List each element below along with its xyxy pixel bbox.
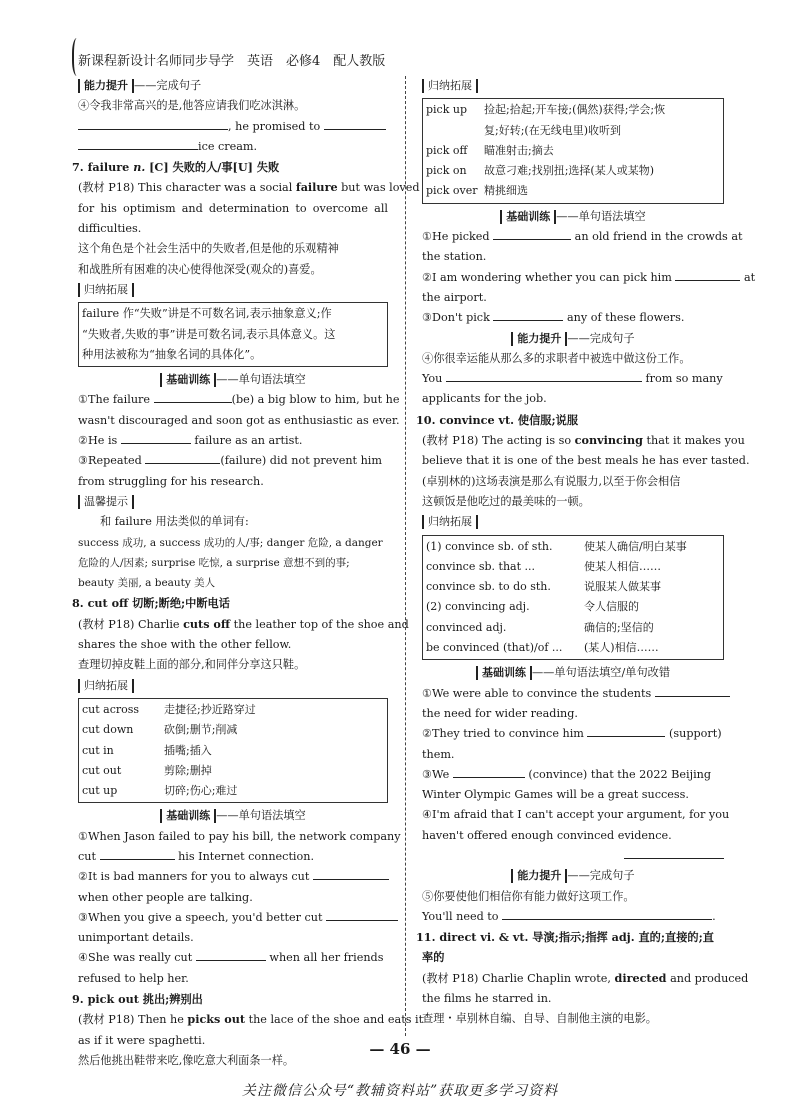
text-line: (教材 P18) This character was a social failure but was loved [78,180,420,195]
text-line: ⑤你要使他们相信你有能力做好这项工作。 [422,889,635,903]
text-line: ④令我非常高兴的是,他答应请我们吃冰淇淋。 [78,99,306,113]
answer-blank[interactable] [145,451,220,464]
section-heading: 基础训练 ——单句语法填空 [78,370,388,390]
text-line: ice cream. [78,137,388,157]
table-row: cut across 走捷径;抄近路穿过 [82,702,256,716]
text-line: believe that it is one of the best meals he has ever tasted. [422,454,750,468]
table-row: 复;好转;(在无线电里)收听到 [484,123,621,137]
entry-heading: 8. cut off 切断;断绝;中断电话 [72,596,230,611]
text-line: 率的 [422,950,445,965]
answer-blank[interactable] [624,846,724,859]
text-line: as if it were spaghetti. [78,1033,206,1047]
text-line: ②They tried to convince him (support) [422,724,724,744]
phrase-table-cut [78,698,388,803]
text-line: 这个角色是个社会生活中的失败者,但是他的乐观精神 [78,242,339,256]
table-row: pick off 瞄准射击;摘去 [426,143,554,157]
table-row: pick up 捡起;拾起;开车接;(偶然)获得;学会;恢 [426,103,666,117]
text-line: for his optimism and determination to overcome all [78,201,388,215]
section-heading: 能力提升 ——完成句子 [422,866,724,886]
phrase-table-convince [422,535,724,661]
text-line: ②It is bad manners for you to always cut [78,867,388,887]
table-row: cut out 剪除;删掉 [82,763,212,777]
text-line: haven't offered enough convinced evidence. [422,828,672,842]
answer-blank[interactable] [324,117,386,130]
answer-blank[interactable] [154,390,232,403]
table-row: (1) convince sb. of sth. 使某人确信/明白某事 [426,539,687,553]
entry-heading: 11. direct vi. & vt. 导演;指示;指挥 adj. 直的;直接的;直 [416,930,714,945]
text-line: wasn't discouraged and soon got as enthusiastic as ever. [78,413,400,427]
table-row: pick on 故意刁难;找别扭;选择(某人或某物) [426,164,654,178]
answer-blank[interactable] [655,684,730,697]
text-line: ③When you give a speech, you'd better cut [78,908,388,928]
column-divider [405,76,406,1036]
page-header: 新课程新设计名师同步导学 英语 必修4 配人教版 [78,54,386,69]
answer-blank[interactable] [446,369,642,382]
text-line: ④你很幸运能从那么多的求职者中被选中做这份工作。 [422,351,691,365]
text-line: ③Don't pick any of these flowers. [422,308,724,328]
answer-blank[interactable] [493,227,571,240]
table-row: pick over 精挑细选 [426,184,528,198]
answer-blank[interactable] [453,765,525,778]
text-line: from struggling for his research. [78,474,264,488]
answer-blank[interactable] [326,908,398,921]
text-line: ④I'm afraid that I can't accept your argument, for you [422,808,730,822]
text-line: shares the shoe with the other fellow. [78,638,292,652]
section-heading: 温馨提示 [78,492,388,512]
note-box: failure 作“失败”讲是不可数名词,表示抽象意义;作 “失败者,失败的事”讲是可数名词,表示具体意义。这 种用法被称为“抽象名词的具体化”。 [78,302,388,367]
text-line: ①The failure (be) a big blow to him, but he [78,390,388,410]
answer-blank[interactable] [121,431,191,444]
entry-heading: 7. failure n. [C] 失败的人/事[U] 失败 [72,160,280,175]
text-line: 查理切掉皮鞋上面的部分,和同伴分享这只鞋。 [78,658,306,672]
text-line: ②I am wondering whether you can pick him at [422,268,724,288]
text-line: unimportant details. [78,931,194,945]
table-row: cut up 切碎;伤心;难过 [82,784,238,798]
text-line: ③Repeated (failure) did not prevent him [78,451,388,471]
footer-note: 关注微信公众号“教辅资料站”获取更多学习资料 [241,1083,559,1099]
answer-blank[interactable] [313,867,389,880]
text-line: ①We were able to convince the students [422,684,724,704]
text-line: success 成功, a success 成功的人/事; danger 危险, a danger [78,536,383,549]
phrase-table-pick [422,98,724,203]
text-line: Winter Olympic Games will be a great success. [422,788,689,802]
text-line: the airport. [422,290,487,304]
text-line: You'll need to . [422,907,724,927]
section-heading: 归纳拓展 [422,512,724,532]
section-heading: 能力提升 ——完成句子 [78,76,388,96]
text-line: beauty 美丽, a beauty 美人 [78,577,216,590]
answer-blank[interactable] [502,907,712,920]
text-line: 然后他挑出鞋带来吃,像吃意大利面条一样。 [78,1053,295,1067]
text-line: 查理・卓别林自编、自导、自制他主演的电影。 [422,1012,657,1026]
text-line: ①He picked an old friend in the crowds at [422,227,724,247]
text-line: the films he starred in. [422,992,552,1006]
text-line: difficulties. [78,222,142,236]
text-line: ②He is failure as an artist. [78,431,388,451]
section-heading: 基础训练 ——单句语法填空/单句改错 [422,663,724,683]
answer-blank[interactable] [493,308,563,321]
text-line [422,846,724,866]
text-line: ①When Jason failed to pay his bill, the network company [78,829,401,843]
text-line: refused to help her. [78,971,189,985]
entry-heading: 9. pick out 挑出;辨别出 [72,992,203,1007]
text-line: (卓别林的)这场表演是那么有说服力,以至于你会相信 [422,474,681,488]
section-heading: 基础训练 ——单句语法填空 [78,806,388,826]
right-column [416,76,756,1030]
text-line: 和战胜所有困难的决心使得他深受(观众的)喜爱。 [78,262,322,276]
text-line: ③We (convince) that the 2022 Beijing [422,765,724,785]
text-line: ④She was really cut when all her friends [78,948,388,968]
text-line: (教材 P18) Charlie cuts off the leather top of the shoe and [78,616,409,631]
text-line: the need for wider reading. [422,706,578,720]
text-line: the station. [422,250,487,264]
table-row: cut in 插嘴;插入 [82,743,212,757]
table-row: convince sb. to do sth. 说服某人做某事 [426,580,661,594]
answer-blank[interactable] [100,847,175,860]
text-line: applicants for the job. [422,392,547,406]
text-line: when other people are talking. [78,890,253,904]
answer-blank[interactable] [78,117,228,130]
section-heading: 归纳拓展 [78,280,388,300]
table-row: be convinced (that)/of ... (某人)相信…… [426,641,659,655]
text-line: You from so many [422,369,724,389]
section-heading: 基础训练 ——单句语法填空 [422,207,724,227]
table-row: cut down 砍倒;删节;削减 [82,723,238,737]
text-line: (教材 P18) The acting is so convincing that it makes you [422,433,745,448]
answer-blank[interactable] [196,948,266,961]
page-number: — 46 — [369,1040,431,1058]
text-line: 和 failure 用法类似的单词有: [100,515,249,529]
answer-blank[interactable] [675,268,740,281]
answer-blank[interactable] [587,724,665,737]
table-row: convince sb. that ... 使某人相信…… [426,559,661,573]
entry-heading: 10. convince vt. 使信服;说服 [416,412,579,427]
text-line: cut his Internet connection. [78,847,388,867]
text-line: , he promised to [78,117,388,137]
table-row: convinced adj. 确信的;坚信的 [426,620,654,634]
section-heading: 能力提升 ——完成句子 [422,329,724,349]
text-line: them. [422,747,455,761]
answer-blank[interactable] [78,137,198,150]
section-heading: 归纳拓展 [422,76,724,96]
text-line: 这顿饭是他吃过的最美味的一顿。 [422,494,590,508]
text-line: 危险的人/因素; surprise 吃惊, a surprise 意想不到的事; [78,556,350,569]
table-row: (2) convincing adj. 令人信服的 [426,600,639,614]
text-line: (教材 P18) Then he picks out the lace of the shoe and eats it [78,1012,424,1027]
section-heading: 归纳拓展 [78,676,388,696]
text-line: (教材 P18) Charlie Chaplin wrote, directed and produced [422,970,749,985]
